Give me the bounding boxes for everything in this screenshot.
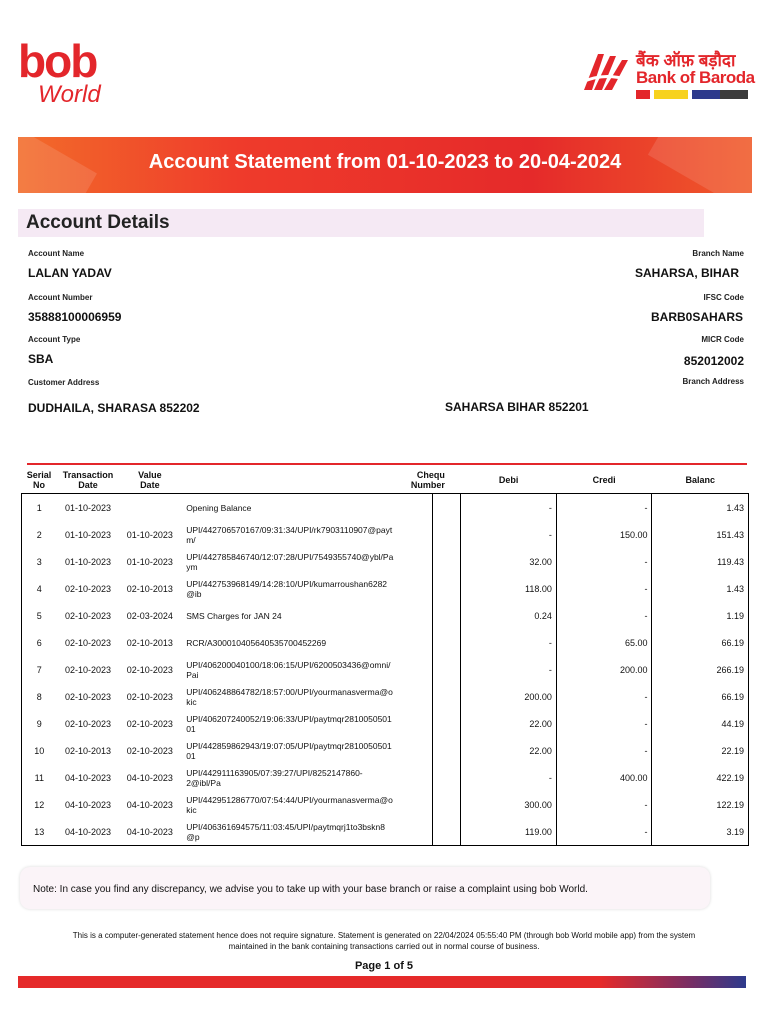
cell-desc: UPI/406207240052/19:06:33/UPI/paytmqr2810050501 01 [186,713,392,734]
cell-no: 13 [22,818,57,846]
cell-no: 4 [22,575,57,602]
cell-balance: 44.19 [652,710,749,737]
col-balance: Balanc [652,467,749,494]
table-row [22,818,749,846]
cell-desc: UPI/442951286770/07:54:44/UPI/yourmanasverma@o kic [186,794,393,815]
cell-desc: UPI/442785846740/12:07:28/UPI/7549355740@ybl/Pa ym [186,551,394,572]
customer-address-label: Customer Address [28,378,100,387]
cell-debit: - [461,629,557,656]
cell-value-date: 02-10-2023 [126,745,173,756]
cell-balance: 119.43 [652,548,749,575]
statement-period-banner [18,137,752,193]
cell-debit: - [461,521,557,548]
table-row [22,764,749,791]
bank-name-english: Bank of Baroda [636,68,755,87]
cell-credit: - [556,818,652,846]
footer-color-bar [18,976,746,988]
cell-no: 10 [22,737,57,764]
micr-value: 852012002 [683,354,744,368]
cell-debit: - [461,764,557,791]
note-text: Note: In case you find any discrepancy, we advise you to take up with your base branch or raise a complaint using bob World. [33,884,588,895]
cell-cheque [433,683,461,710]
cell-balance: 1.43 [652,494,749,522]
account-number-label: Account Number [28,293,93,302]
disclaimer-line-1: This is a computer-generated statement hence does not require signature. Statement is generated on 22/04/2024 05:55:40 PM (through bob World mobile app) from the system [72,931,696,940]
cell-txn-date: 02-10-2023 [64,583,112,594]
cell-balance: 1.19 [652,602,749,629]
disclaimer-line-2: maintained in the bank containing transactions carried out in normal course of business. [228,942,540,951]
cell-desc: SMS Charges for JAN 24 [186,610,282,621]
cell-cheque [433,521,461,548]
cell-no: 5 [22,602,57,629]
branch-address-label: Branch Address [682,377,744,386]
cell-value-date: 04-10-2023 [119,818,180,846]
cell-desc: UPI/442859862943/19:07:05/UPI/paytmqr2810050501 01 [186,740,392,761]
cell-value-date: 02-10-2023 [126,718,173,729]
cell-value-date: 04-10-2023 [126,772,173,783]
cell-no: 8 [22,683,57,710]
cell-desc: UPI/406248864782/18:57:00/UPI/yourmanasverma@o kic [186,686,393,707]
micr-label: MICR Code [701,335,744,344]
cell-credit: - [556,602,652,629]
account-type-label: Account Type [28,335,81,344]
cell-value-date: 01-10-2023 [126,556,173,567]
cell-debit: 32.00 [461,548,557,575]
table-row [22,737,749,764]
cell-desc: UPI/406361694575/11:03:45/UPI/paytmqrj1to3bskn8 @p [180,818,433,846]
cell-balance: 151.43 [652,521,749,548]
page-number: Page 1 of 5 [354,960,414,972]
cell-credit: - [556,575,652,602]
table-row [22,602,749,629]
world-logo-text: World [38,81,101,108]
discrepancy-note [20,867,710,909]
cell-balance: 422.19 [652,764,749,791]
table-row [22,629,749,656]
table-row [22,656,749,683]
cell-value-date: 04-10-2023 [126,799,173,810]
cell-credit: - [556,791,652,818]
bob-world-logo [18,35,138,110]
cell-credit: - [556,548,652,575]
cell-credit: - [556,737,652,764]
cell-debit: - [461,494,557,522]
cell-desc: UPI/442911163905/07:39:27/UPI/8252147860- 2@ibl/Pa [186,767,363,788]
customer-address-value: DUDHAILA, SHARASA 852202 [28,401,200,415]
cell-credit: - [556,494,652,522]
cell-debit: - [461,656,557,683]
ifsc-value: BARB0SAHARS [650,310,743,324]
cell-cheque [433,602,461,629]
account-details-header [18,209,704,237]
cell-value-date: 02-10-2013 [126,637,173,648]
cell-cheque [433,494,461,522]
cell-cheque [433,575,461,602]
cell-txn-date: 04-10-2023 [57,818,120,846]
bank-name-hindi: बैंक ऑफ़ बड़ौदा [636,51,736,70]
col-serial: Serial No [22,467,57,494]
cell-txn-date: 02-10-2023 [64,664,112,675]
transactions-table [21,467,749,846]
cell-credit: 150.00 [556,521,652,548]
footer-disclaimer [18,930,750,952]
cell-no: 12 [22,791,57,818]
cell-debit: 300.00 [461,791,557,818]
cell-desc: RCR/A300010405640535700452269 [186,637,327,648]
cell-balance: 3.19 [652,818,749,846]
cell-value-date: 02-10-2023 [126,664,173,675]
statement-title: Account Statement from 01-10-2023 to 20-04-2024 [148,151,622,173]
branch-address-value: SAHARSA BIHAR 852201 [445,400,589,414]
cell-credit: 200.00 [556,656,652,683]
cell-no: 9 [22,710,57,737]
col-debit: Debi [461,467,557,494]
col-cheque: Chequ Number [180,467,461,494]
cell-debit: 0.24 [461,602,557,629]
cell-debit: 200.00 [461,683,557,710]
cell-no: 6 [22,629,57,656]
cell-value-date: 01-10-2023 [126,529,173,540]
table-row [22,710,749,737]
ifsc-label: IFSC Code [703,293,744,302]
cell-txn-date: 02-10-2023 [64,718,112,729]
cell-value-date: 02-03-2024 [126,610,173,621]
cell-no: 1 [22,494,57,522]
cell-cheque [433,818,461,846]
cell-credit: 400.00 [556,764,652,791]
cell-txn-date: 02-10-2023 [64,637,112,648]
cell-cheque [433,791,461,818]
cell-balance: 66.19 [652,683,749,710]
account-number-value: 35888100006959 [28,310,122,324]
cell-value-date [119,494,180,522]
cell-cheque [433,548,461,575]
cell-cheque [433,629,461,656]
cell-txn-date: 02-10-2013 [64,745,112,756]
cell-balance: 66.19 [652,629,749,656]
section-title: Account Details [26,212,170,233]
branch-name-value: SAHARSA, BIHAR [634,266,739,280]
table-row [22,548,749,575]
col-transaction-date: Transaction Date [57,467,120,494]
cell-desc: UPI/406200040100/18:06:15/UPI/6200503436@omni/ Pai [186,659,391,680]
cell-cheque [433,656,461,683]
cell-no: 2 [22,521,57,548]
cell-txn-date: 04-10-2023 [64,799,112,810]
cell-debit: 22.00 [461,737,557,764]
cell-txn-date: 01-10-2023 [64,529,112,540]
col-credit: Credi [556,467,652,494]
cell-value-date: 02-10-2023 [126,691,173,702]
cell-no: 7 [22,656,57,683]
table-header-row [22,467,749,494]
cell-value-date: 02-10-2013 [126,583,173,594]
branch-name-label: Branch Name [692,249,744,258]
account-name-value: LALAN YADAV [28,266,112,280]
cell-cheque [433,764,461,791]
cell-debit: 118.00 [461,575,557,602]
cell-txn-date: 01-10-2023 [64,556,112,567]
cell-desc: UPI/442706570167/09:31:34/UPI/rk7903110907@payt m/ [186,524,393,545]
cell-desc: UPI/442753968149/14:28:10/UPI/kumarroushan6282 @ib [186,578,388,599]
cell-balance: 1.43 [652,575,749,602]
cell-balance: 122.19 [652,791,749,818]
cell-txn-date: 01-10-2023 [64,502,112,513]
bob-logo-text: bob [18,35,97,87]
cell-cheque [433,737,461,764]
cell-debit: 22.00 [461,710,557,737]
cell-no: 3 [22,548,57,575]
cell-credit: 65.00 [556,629,652,656]
logo-badge-strip [636,90,748,99]
cell-no: 11 [22,764,57,791]
account-name-label: Account Name [28,249,85,258]
col-value-date: Value Date [119,467,180,494]
cell-debit: 119.00 [461,818,557,846]
cell-cheque [433,710,461,737]
table-top-rule [27,463,747,465]
baroda-sun-icon [580,50,630,92]
cell-txn-date: 02-10-2023 [64,691,112,702]
cell-balance: 22.19 [652,737,749,764]
table-row [22,575,749,602]
cell-txn-date: 02-10-2023 [64,610,112,621]
bank-of-baroda-logo [580,48,755,104]
table-row [22,683,749,710]
cell-desc: Opening Balance [186,502,252,513]
cell-credit: - [556,683,652,710]
table-row [22,791,749,818]
cell-credit: - [556,710,652,737]
cell-balance: 266.19 [652,656,749,683]
cell-txn-date: 04-10-2023 [64,772,112,783]
table-row [22,494,749,522]
account-type-value: SBA [28,352,54,366]
table-row [22,521,749,548]
